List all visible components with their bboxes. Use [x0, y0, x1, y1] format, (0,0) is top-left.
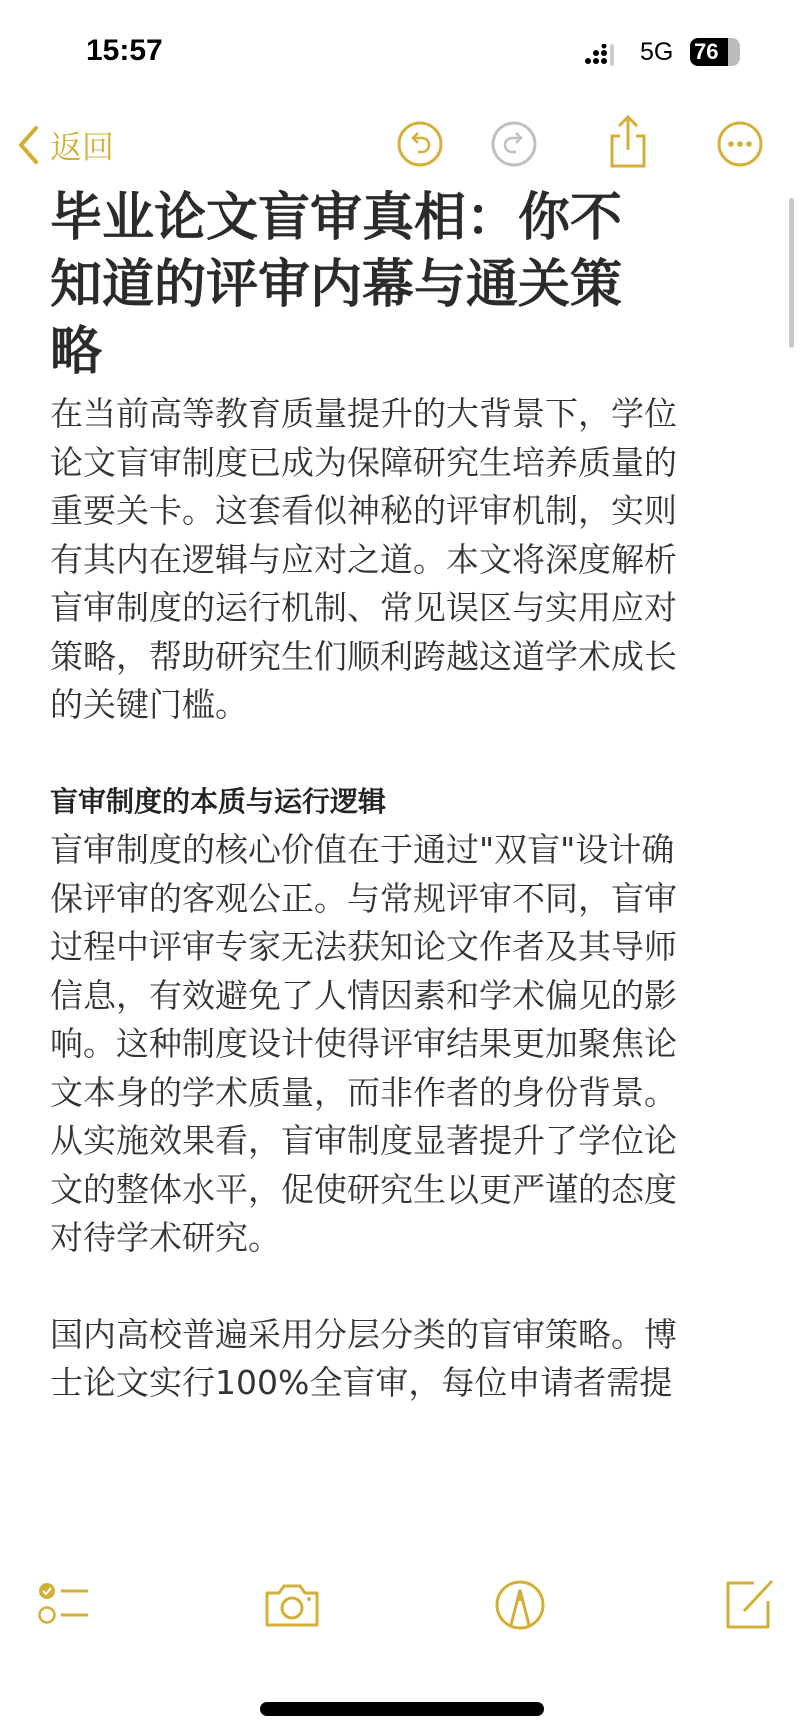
camera-icon[interactable]	[262, 1575, 322, 1635]
battery-indicator: 76	[690, 38, 740, 66]
text-line: 对待学术研究。	[50, 1218, 281, 1257]
text-line: 从实施效果看，盲审制度显著提升了学位论	[50, 1121, 677, 1160]
undo-icon[interactable]	[396, 120, 444, 168]
compose-icon[interactable]	[720, 1575, 780, 1635]
chevron-left-icon	[16, 125, 40, 165]
markup-pen-icon[interactable]	[490, 1575, 550, 1635]
text-line: 国内高校普遍采用分层分类的盲审策略。博	[50, 1314, 677, 1354]
back-button[interactable]	[16, 122, 114, 168]
home-indicator[interactable]	[260, 1702, 544, 1716]
text-line: 论文盲审制度已成为保障研究生培养质量的	[50, 442, 677, 482]
bottom-toolbar	[0, 1575, 800, 1655]
intro-paragraph	[50, 390, 750, 730]
section-heading: 盲审制度的本质与运行逻辑	[50, 784, 387, 818]
text-line: 策略，帮助研究生们顺利跨越这道学术成长	[50, 636, 677, 676]
text-line: 文的整体水平，促使研究生以更严谨的态度	[50, 1169, 677, 1209]
section-paragraph	[50, 1311, 750, 1408]
text-line: 重要关卡。这套看似神秘的评审机制，实则	[50, 491, 677, 530]
text-line: 响。这种制度设计使得评审结果更加聚焦论	[50, 1024, 677, 1063]
section-paragraph	[50, 826, 750, 1263]
share-icon[interactable]	[604, 114, 652, 170]
text-line: 保评审的客观公正。与常规评审不同，盲审	[50, 878, 677, 918]
back-label: 返回	[50, 128, 115, 166]
checklist-icon[interactable]	[36, 1575, 96, 1635]
text-line: 盲审制度的运行机制、常见误区与实用应对	[50, 588, 677, 627]
cellular-signal-icon	[585, 44, 615, 66]
text-line: 士论文实行100%全盲审，每位申请者需提	[50, 1363, 673, 1402]
title-line: 略	[50, 322, 103, 382]
note-navbar	[0, 110, 800, 180]
title-line: 毕业论文盲审真相：你不	[50, 188, 623, 248]
status-bar	[0, 0, 800, 100]
text-line: 文本身的学术质量，而非作者的身份背景。	[50, 1072, 677, 1112]
text-line: 有其内在逻辑与应对之道。本文将深度解析	[50, 539, 677, 579]
text-line: 信息，有效避免了人情因素和学术偏见的影	[50, 975, 677, 1015]
title-line: 知道的评审内幕与通关策	[50, 255, 623, 315]
text-line: 的关键门槛。	[50, 685, 248, 724]
network-type: 5G	[640, 38, 674, 66]
text-line: 过程中评审专家无法获知论文作者及其导师	[50, 927, 677, 966]
text-line: 盲审制度的核心价值在于通过"双盲"设计确	[50, 830, 675, 869]
more-icon[interactable]	[716, 120, 764, 168]
scrollbar[interactable]	[789, 198, 794, 348]
note-title	[50, 185, 750, 386]
redo-icon[interactable]	[490, 120, 538, 168]
text-line: 在当前高等教育质量提升的大背景下，学位	[50, 394, 677, 433]
note-body[interactable]	[50, 185, 750, 1408]
status-time: 15:57	[86, 34, 163, 67]
